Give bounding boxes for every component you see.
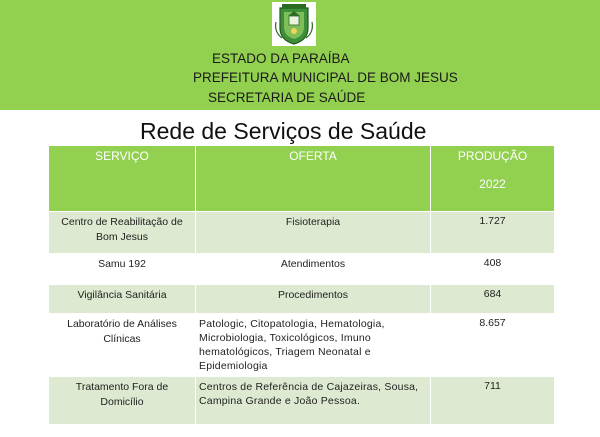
header-secretariat: SECRETARIA DE SAÚDE [208, 90, 366, 105]
header-municipality: PREFEITURA MUNICIPAL DE BOM JESUS [193, 70, 458, 85]
column-header-production [431, 146, 555, 212]
table-row [49, 212, 555, 254]
production-year: 2022 [479, 177, 506, 191]
municipal-coat-of-arms-icon [272, 2, 316, 46]
column-header-service: SERVIÇO [49, 146, 196, 212]
table-row [49, 377, 555, 425]
cell-service: Vigilância Sanitária [49, 285, 196, 314]
cell-production: 684 [431, 285, 555, 314]
table-row [49, 254, 555, 285]
cell-production: 408 [431, 254, 555, 285]
cell-offer: Patologic, Citopatologia, Hematologia, Microbiologia, Toxicológicos, Imuno hematológicos, Triagem Neonatal e Epidemiologia [196, 314, 431, 377]
header-state: ESTADO DA PARAÍBA [212, 51, 350, 66]
production-label: PRODUÇÃO [457, 149, 528, 163]
cell-offer: Atendimentos [196, 254, 431, 285]
table-header-row [49, 146, 555, 212]
cell-service: Centro de Reabilitação de Bom Jesus [49, 212, 196, 254]
header-band [0, 0, 600, 110]
table-row [49, 314, 555, 377]
table-row [49, 285, 555, 314]
cell-service: Tratamento Fora de Domicílio [49, 377, 196, 425]
services-table [48, 145, 555, 425]
cell-production: 711 [431, 377, 555, 425]
cell-offer: Procedimentos [196, 285, 431, 314]
document-title: Rede de Serviços de Saúde [140, 118, 427, 144]
cell-service: Laboratório de Análises Clínicas [49, 314, 196, 377]
column-header-offer: OFERTA [196, 146, 431, 212]
cell-offer: Fisioterapia [196, 212, 431, 254]
cell-offer: Centros de Referência de Cajazeiras, Sousa, Campina Grande e João Pessoa. [196, 377, 431, 425]
cell-production: 8.657 [431, 314, 555, 377]
cell-service: Samu 192 [49, 254, 196, 285]
cell-production: 1.727 [431, 212, 555, 254]
